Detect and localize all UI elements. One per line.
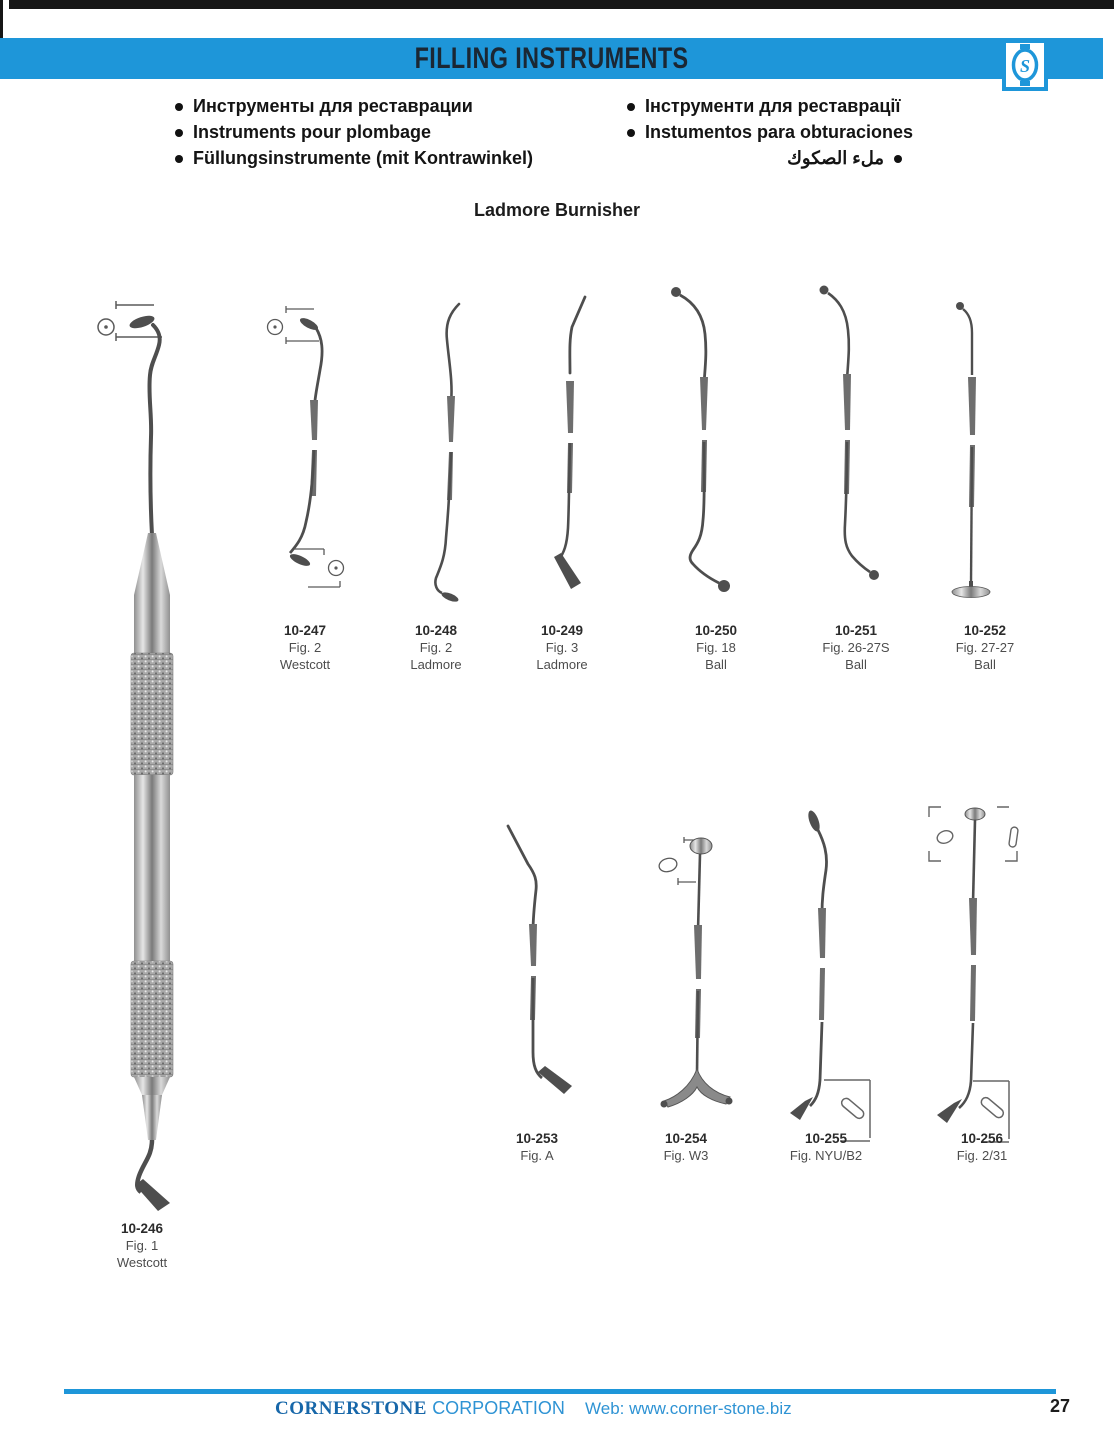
logo-emblem-icon: [1008, 44, 1042, 86]
section-subtitle: Ladmore Burnisher: [473, 200, 641, 220]
instrument-10-254-image: [638, 833, 743, 1118]
intro-line-ar: ملء الصكوك: [630, 148, 902, 169]
bullet-icon: [175, 155, 183, 163]
product-label-10-256: [917, 1130, 1047, 1164]
company-name: CORNERSTONE: [275, 1398, 427, 1419]
product-label-10-251: [791, 622, 921, 673]
product-code: 10-255: [804, 1131, 848, 1146]
instrument-10-249-image: [525, 293, 605, 605]
product-name: Westcott: [116, 1255, 168, 1270]
intro-line-de: Füllungsinstrumente (mit Kontrawinkel): [175, 148, 533, 169]
product-fig: Fig. 3: [545, 640, 579, 655]
instrument-10-246-image: [60, 295, 250, 1220]
product-fig: Fig. 18: [696, 640, 736, 655]
page-top-rule: [9, 0, 1114, 9]
intro-line-uk: Інструменти для реставрації: [627, 96, 900, 117]
product-name: Westcott: [279, 657, 331, 672]
footer-website: Web: www.corner-stone.biz: [585, 1399, 792, 1418]
product-fig: Fig. 1: [125, 1238, 159, 1253]
product-name: Ladmore: [410, 657, 462, 672]
product-label-10-253: [472, 1130, 602, 1164]
product-code: 10-254: [664, 1131, 708, 1146]
product-label-10-250: [651, 622, 781, 673]
bullet-icon: [175, 103, 183, 111]
bullet-icon: [175, 129, 183, 137]
product-fig: Fig. 2: [288, 640, 322, 655]
instrument-10-248-image: [405, 300, 485, 606]
instrument-10-251-image: [808, 282, 900, 620]
instrument-10-255-image: [778, 808, 886, 1143]
bullet-icon: [627, 129, 635, 137]
cross-section-annotation-icon: [294, 549, 344, 587]
page-edge-mark: [0, 0, 3, 42]
instrument-10-252-image: [938, 295, 1016, 615]
product-code: 10-248: [414, 623, 458, 638]
instrument-10-247-image: [248, 300, 366, 602]
svg-text:S: S: [1019, 56, 1031, 76]
instrument-10-253-image: [492, 820, 587, 1108]
bullet-icon: [894, 155, 902, 163]
product-fig: Fig. 27-27: [955, 640, 1015, 655]
intro-line-fr: Instruments pour plombage: [175, 122, 431, 143]
instrument-10-250-image: [655, 282, 765, 614]
page-title: FILLING INSTRUMENTS: [414, 41, 689, 75]
footer-rule: [64, 1389, 1056, 1394]
product-code: 10-246: [120, 1221, 164, 1236]
product-name: Ladmore: [536, 657, 588, 672]
intro-line-ru: Инструменты для реставрации: [175, 96, 473, 117]
product-name: Ball: [705, 657, 727, 672]
product-name: Ball: [845, 657, 867, 672]
product-fig: Fig. 2: [419, 640, 453, 655]
bullet-icon: [627, 103, 635, 111]
product-code: 10-250: [694, 623, 738, 638]
company-suffix: CORPORATION: [432, 1398, 565, 1418]
footer-company: [275, 1398, 565, 1420]
product-fig: Fig. A: [520, 1148, 554, 1163]
product-code: 10-256: [960, 1131, 1004, 1146]
product-label-10-252: [920, 622, 1050, 673]
product-label-10-254: [621, 1130, 751, 1164]
product-fig: Fig. 2/31: [956, 1148, 1008, 1163]
product-code: 10-247: [283, 623, 327, 638]
header-bar: [0, 38, 1103, 79]
product-label-10-248: [371, 622, 501, 673]
instrument-10-256-image: [913, 803, 1021, 1143]
company-logo: [1002, 39, 1048, 91]
product-code: 10-249: [540, 623, 584, 638]
product-code: 10-253: [515, 1131, 559, 1146]
product-label-10-249: [497, 622, 627, 673]
product-label-10-247: [240, 622, 370, 673]
product-fig: Fig. W3: [663, 1148, 709, 1163]
page-number: 27: [1049, 1396, 1070, 1416]
product-fig: Fig. 26-27S: [822, 640, 890, 655]
product-label-10-246: [77, 1220, 207, 1271]
product-label-10-255: [761, 1130, 891, 1164]
product-fig: Fig. NYU/B2: [789, 1148, 863, 1163]
product-name: Ball: [974, 657, 996, 672]
product-code: 10-252: [963, 623, 1007, 638]
product-code: 10-251: [834, 623, 878, 638]
intro-line-es: Instumentos para obturaciones: [627, 122, 913, 143]
